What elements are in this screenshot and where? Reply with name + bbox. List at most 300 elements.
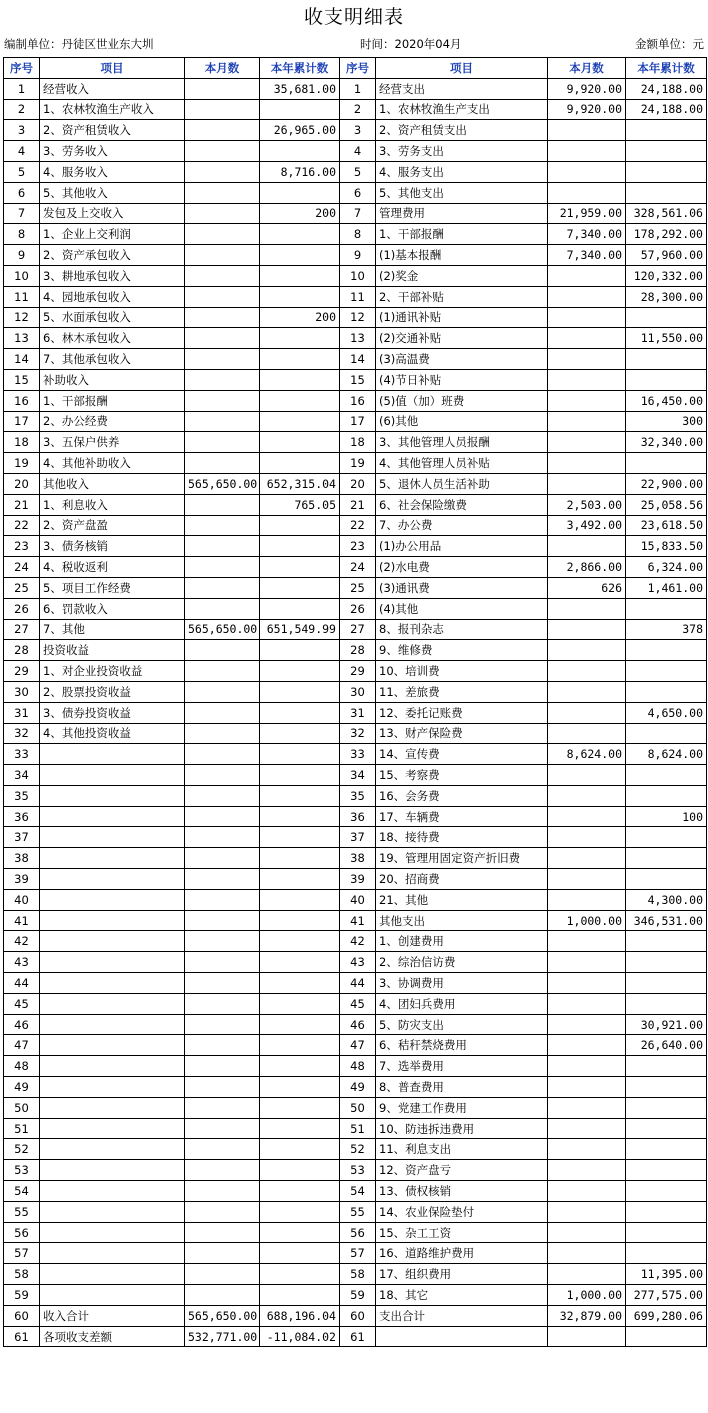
cell-right-item: 15、考察费 (376, 765, 548, 786)
cell-right-no: 15 (340, 369, 376, 390)
cell-left-month (185, 120, 260, 141)
cell-right-item: 其他支出 (376, 910, 548, 931)
cell-right-no: 51 (340, 1118, 376, 1139)
cell-left-month: 565,650.00 (185, 619, 260, 640)
cell-right-no: 23 (340, 536, 376, 557)
cell-left-month (185, 1181, 260, 1202)
cell-left-month (185, 806, 260, 827)
cell-left-no: 34 (4, 765, 40, 786)
cell-right-item: 18、其它 (376, 1285, 548, 1306)
cell-right-no: 53 (340, 1160, 376, 1181)
table-row (4, 1243, 707, 1264)
cell-left-no: 36 (4, 806, 40, 827)
cell-right-month (548, 328, 626, 349)
cell-right-ytd: 277,575.00 (626, 1285, 707, 1306)
cell-right-item: 6、社会保险缴费 (376, 494, 548, 515)
cell-right-item: (2)交通补贴 (376, 328, 548, 349)
cell-right-no: 3 (340, 120, 376, 141)
cell-right-month: 9,920.00 (548, 78, 626, 99)
cell-left-ytd (260, 1243, 340, 1264)
cell-right-no: 56 (340, 1222, 376, 1243)
table-row (4, 681, 707, 702)
cell-left-item (40, 1097, 185, 1118)
cell-left-item: 4、园地承包收入 (40, 286, 185, 307)
cell-right-ytd: 15,833.50 (626, 536, 707, 557)
table-row (4, 203, 707, 224)
cell-left-no: 37 (4, 827, 40, 848)
cell-right-ytd: 25,058.56 (626, 494, 707, 515)
cell-left-month (185, 848, 260, 869)
cell-right-month (548, 1160, 626, 1181)
cell-right-item: 4、团妇兵费用 (376, 993, 548, 1014)
cell-right-month (548, 390, 626, 411)
cell-right-item: 5、其他支出 (376, 182, 548, 203)
cell-right-ytd: 11,395.00 (626, 1264, 707, 1285)
cell-left-no: 8 (4, 224, 40, 245)
cell-left-item (40, 1243, 185, 1264)
cell-left-item (40, 910, 185, 931)
cell-left-no: 40 (4, 889, 40, 910)
cell-left-no: 31 (4, 702, 40, 723)
cell-left-no: 52 (4, 1139, 40, 1160)
cell-right-no: 10 (340, 265, 376, 286)
cell-right-ytd: 24,188.00 (626, 99, 707, 120)
cell-right-no: 40 (340, 889, 376, 910)
cell-right-ytd (626, 369, 707, 390)
cell-right-month (548, 286, 626, 307)
cell-right-ytd (626, 453, 707, 474)
cell-right-month (548, 785, 626, 806)
cell-left-month (185, 453, 260, 474)
cell-right-no: 58 (340, 1264, 376, 1285)
cell-left-item (40, 806, 185, 827)
table-row (4, 141, 707, 162)
cell-right-item: 4、其他管理人员补贴 (376, 453, 548, 474)
table-row (4, 349, 707, 370)
header-left-item: 项目 (40, 58, 185, 79)
cell-left-ytd (260, 1014, 340, 1035)
cell-left-ytd: 200 (260, 307, 340, 328)
cell-right-item: (4)节日补贴 (376, 369, 548, 390)
cell-left-month (185, 1139, 260, 1160)
cell-right-ytd: 11,550.00 (626, 328, 707, 349)
cell-right-month (548, 307, 626, 328)
cell-right-item: 8、普查费用 (376, 1077, 548, 1098)
cell-left-no: 14 (4, 349, 40, 370)
table-row (4, 161, 707, 182)
cell-left-item: 经营收入 (40, 78, 185, 99)
table-row (4, 328, 707, 349)
cell-left-item: 4、服务收入 (40, 161, 185, 182)
cell-right-item: 6、秸秆禁烧费用 (376, 1035, 548, 1056)
cell-left-no: 15 (4, 369, 40, 390)
cell-right-ytd (626, 1222, 707, 1243)
cell-right-month (548, 141, 626, 162)
cell-right-ytd: 26,640.00 (626, 1035, 707, 1056)
cell-left-item: 3、五保户供养 (40, 432, 185, 453)
cell-left-item: 1、企业上交利润 (40, 224, 185, 245)
table-row (4, 1326, 707, 1347)
header-right-no: 序号 (340, 58, 376, 79)
cell-right-ytd: 100 (626, 806, 707, 827)
cell-left-no: 33 (4, 744, 40, 765)
cell-right-item: 8、报刊杂志 (376, 619, 548, 640)
cell-right-no: 28 (340, 640, 376, 661)
table-row (4, 1222, 707, 1243)
table-row (4, 1077, 707, 1098)
cell-right-month (548, 1201, 626, 1222)
cell-left-ytd (260, 848, 340, 869)
cell-left-no: 29 (4, 661, 40, 682)
cell-right-item: (2)奖金 (376, 265, 548, 286)
cell-right-no: 5 (340, 161, 376, 182)
cell-right-item: 12、资产盘亏 (376, 1160, 548, 1181)
cell-left-no: 50 (4, 1097, 40, 1118)
cell-left-ytd (260, 1222, 340, 1243)
cell-left-no: 22 (4, 515, 40, 536)
cell-right-no: 61 (340, 1326, 376, 1347)
cell-right-no: 18 (340, 432, 376, 453)
cell-left-month (185, 1201, 260, 1222)
cell-right-no: 36 (340, 806, 376, 827)
cell-right-item: 2、综治信访费 (376, 952, 548, 973)
cell-right-no: 39 (340, 869, 376, 890)
cell-left-ytd (260, 99, 340, 120)
table-header-row (4, 58, 707, 79)
cell-right-ytd: 22,900.00 (626, 473, 707, 494)
cell-left-no: 51 (4, 1118, 40, 1139)
table-row (4, 265, 707, 286)
cell-left-item (40, 1181, 185, 1202)
cell-right-month (548, 265, 626, 286)
cell-right-ytd: 57,960.00 (626, 245, 707, 266)
table-row (4, 182, 707, 203)
cell-left-ytd (260, 1056, 340, 1077)
cell-right-ytd (626, 1160, 707, 1181)
cell-right-item: 16、道路维护费用 (376, 1243, 548, 1264)
cell-left-month (185, 557, 260, 578)
cell-right-month (548, 453, 626, 474)
cell-left-ytd: 688,196.04 (260, 1305, 340, 1326)
cell-left-no: 39 (4, 869, 40, 890)
cell-left-no: 30 (4, 681, 40, 702)
cell-left-no: 9 (4, 245, 40, 266)
cell-right-month: 8,624.00 (548, 744, 626, 765)
table-row (4, 1285, 707, 1306)
cell-right-no: 12 (340, 307, 376, 328)
cell-right-month (548, 889, 626, 910)
cell-left-item (40, 889, 185, 910)
cell-left-item: 7、其他承包收入 (40, 349, 185, 370)
cell-left-ytd (260, 536, 340, 557)
cell-right-no: 29 (340, 661, 376, 682)
cell-left-month (185, 765, 260, 786)
table-row (4, 577, 707, 598)
cell-right-no: 22 (340, 515, 376, 536)
cell-right-month: 2,866.00 (548, 557, 626, 578)
cell-right-item: (3)通讯费 (376, 577, 548, 598)
cell-left-month (185, 993, 260, 1014)
cell-left-ytd (260, 1181, 340, 1202)
cell-left-month (185, 869, 260, 890)
cell-left-month (185, 203, 260, 224)
table-row (4, 827, 707, 848)
cell-left-ytd (260, 889, 340, 910)
cell-left-month (185, 931, 260, 952)
cell-right-no: 33 (340, 744, 376, 765)
cell-left-ytd (260, 515, 340, 536)
cell-left-item: 3、耕地承包收入 (40, 265, 185, 286)
cell-left-item: 6、林木承包收入 (40, 328, 185, 349)
cell-right-ytd: 328,561.06 (626, 203, 707, 224)
cell-right-no: 30 (340, 681, 376, 702)
cell-right-no: 59 (340, 1285, 376, 1306)
cell-right-ytd: 30,921.00 (626, 1014, 707, 1035)
cell-right-ytd (626, 1201, 707, 1222)
cell-right-month (548, 723, 626, 744)
table-row (4, 432, 707, 453)
cell-left-item: 2、股票投资收益 (40, 681, 185, 702)
cell-left-ytd (260, 702, 340, 723)
cell-left-item: 5、水面承包收入 (40, 307, 185, 328)
cell-right-item: 7、选举费用 (376, 1056, 548, 1077)
cell-left-no: 43 (4, 952, 40, 973)
cell-left-month (185, 1056, 260, 1077)
cell-right-ytd (626, 161, 707, 182)
cell-left-no: 20 (4, 473, 40, 494)
cell-left-month (185, 577, 260, 598)
cell-right-no: 38 (340, 848, 376, 869)
table-row (4, 910, 707, 931)
cell-right-month (548, 411, 626, 432)
cell-right-month (548, 931, 626, 952)
income-expense-table (3, 57, 707, 1347)
cell-left-item (40, 848, 185, 869)
cell-left-no: 12 (4, 307, 40, 328)
cell-right-ytd: 178,292.00 (626, 224, 707, 245)
cell-left-month (185, 265, 260, 286)
table-row (4, 390, 707, 411)
cell-left-month (185, 1222, 260, 1243)
cell-left-item: 3、劳务收入 (40, 141, 185, 162)
cell-right-month (548, 349, 626, 370)
cell-right-item: 3、其他管理人员报酬 (376, 432, 548, 453)
cell-left-item (40, 744, 185, 765)
cell-left-item (40, 827, 185, 848)
cell-left-ytd: 8,716.00 (260, 161, 340, 182)
cell-right-ytd: 300 (626, 411, 707, 432)
cell-right-month: 7,340.00 (548, 245, 626, 266)
cell-left-no: 59 (4, 1285, 40, 1306)
cell-right-month (548, 1243, 626, 1264)
cell-left-no: 41 (4, 910, 40, 931)
cell-right-item: 12、委托记账费 (376, 702, 548, 723)
cell-right-no: 17 (340, 411, 376, 432)
cell-right-ytd (626, 640, 707, 661)
cell-right-no: 35 (340, 785, 376, 806)
cell-left-no: 45 (4, 993, 40, 1014)
table-row (4, 869, 707, 890)
cell-left-month (185, 785, 260, 806)
cell-left-month (185, 536, 260, 557)
cell-left-ytd (260, 640, 340, 661)
cell-left-ytd (260, 1139, 340, 1160)
cell-right-item: (4)其他 (376, 598, 548, 619)
cell-right-ytd: 16,450.00 (626, 390, 707, 411)
cell-right-no: 57 (340, 1243, 376, 1264)
cell-left-ytd: 200 (260, 203, 340, 224)
cell-left-ytd (260, 723, 340, 744)
cell-left-item (40, 993, 185, 1014)
cell-left-month (185, 952, 260, 973)
cell-left-item: 补助收入 (40, 369, 185, 390)
cell-left-item: 4、其他补助收入 (40, 453, 185, 474)
cell-left-month (185, 328, 260, 349)
cell-left-no: 2 (4, 99, 40, 120)
cell-right-month: 32,879.00 (548, 1305, 626, 1326)
cell-left-item: 1、农林牧渔生产收入 (40, 99, 185, 120)
cell-left-ytd (260, 286, 340, 307)
cell-left-item: 7、其他 (40, 619, 185, 640)
cell-left-ytd (260, 973, 340, 994)
cell-left-ytd: 35,681.00 (260, 78, 340, 99)
cell-right-no: 44 (340, 973, 376, 994)
cell-left-ytd (260, 453, 340, 474)
cell-right-ytd (626, 182, 707, 203)
table-row (4, 536, 707, 557)
cell-left-no: 55 (4, 1201, 40, 1222)
cell-right-no: 41 (340, 910, 376, 931)
cell-right-month (548, 1181, 626, 1202)
cell-left-month (185, 973, 260, 994)
table-row (4, 120, 707, 141)
cell-right-item: 10、防违拆违费用 (376, 1118, 548, 1139)
header-left-no: 序号 (4, 58, 40, 79)
cell-left-no: 17 (4, 411, 40, 432)
cell-right-ytd (626, 349, 707, 370)
cell-left-no: 46 (4, 1014, 40, 1035)
cell-left-month: 565,650.00 (185, 1305, 260, 1326)
cell-right-item: 管理费用 (376, 203, 548, 224)
cell-right-ytd (626, 848, 707, 869)
cell-right-item: 2、资产租赁支出 (376, 120, 548, 141)
table-row (4, 1139, 707, 1160)
cell-left-item (40, 869, 185, 890)
table-row (4, 494, 707, 515)
table-body (4, 78, 707, 1347)
table-row (4, 765, 707, 786)
cell-left-no: 48 (4, 1056, 40, 1077)
cell-right-ytd: 1,461.00 (626, 577, 707, 598)
cell-left-ytd (260, 1035, 340, 1056)
cell-right-month (548, 661, 626, 682)
table-row (4, 640, 707, 661)
cell-left-item: 4、税收返利 (40, 557, 185, 578)
cell-right-item: 1、创建费用 (376, 931, 548, 952)
cell-right-month: 2,503.00 (548, 494, 626, 515)
table-row (4, 411, 707, 432)
cell-right-no: 4 (340, 141, 376, 162)
table-row (4, 1305, 707, 1326)
table-row (4, 78, 707, 99)
cell-left-month (185, 141, 260, 162)
cell-left-ytd (260, 661, 340, 682)
table-row (4, 307, 707, 328)
table-row (4, 744, 707, 765)
cell-left-month (185, 494, 260, 515)
table-row (4, 286, 707, 307)
cell-left-month (185, 432, 260, 453)
cell-right-item: 4、服务支出 (376, 161, 548, 182)
cell-left-item (40, 785, 185, 806)
cell-right-item: 21、其他 (376, 889, 548, 910)
cell-right-item: 7、办公费 (376, 515, 548, 536)
cell-right-ytd (626, 723, 707, 744)
cell-right-month (548, 432, 626, 453)
table-row (4, 1056, 707, 1077)
cell-right-month: 626 (548, 577, 626, 598)
cell-right-item: 14、宣传费 (376, 744, 548, 765)
cell-left-item: 6、罚款收入 (40, 598, 185, 619)
table-row (4, 1118, 707, 1139)
cell-right-item: 经营支出 (376, 78, 548, 99)
cell-left-item (40, 1285, 185, 1306)
cell-left-no: 27 (4, 619, 40, 640)
cell-left-item (40, 1201, 185, 1222)
cell-right-no: 55 (340, 1201, 376, 1222)
cell-right-ytd (626, 827, 707, 848)
cell-left-month (185, 1160, 260, 1181)
cell-left-month (185, 744, 260, 765)
cell-right-month (548, 765, 626, 786)
cell-right-item: 13、债权核销 (376, 1181, 548, 1202)
cell-right-no: 34 (340, 765, 376, 786)
cell-left-no: 11 (4, 286, 40, 307)
header-left-month: 本月数 (185, 58, 260, 79)
cell-left-no: 32 (4, 723, 40, 744)
cell-left-item: 2、资产租赁收入 (40, 120, 185, 141)
cell-left-item: 1、对企业投资收益 (40, 661, 185, 682)
cell-left-month (185, 245, 260, 266)
cell-left-ytd (260, 681, 340, 702)
cell-left-item: 4、其他投资收益 (40, 723, 185, 744)
cell-left-ytd (260, 557, 340, 578)
cell-right-month (548, 1077, 626, 1098)
cell-right-item: 1、农林牧渔生产支出 (376, 99, 548, 120)
cell-right-no: 24 (340, 557, 376, 578)
table-row (4, 369, 707, 390)
cell-left-no: 24 (4, 557, 40, 578)
cell-left-ytd (260, 328, 340, 349)
cell-left-month (185, 1285, 260, 1306)
cell-right-item: 17、组织费用 (376, 1264, 548, 1285)
table-row (4, 1160, 707, 1181)
cell-right-ytd: 28,300.00 (626, 286, 707, 307)
cell-right-month (548, 536, 626, 557)
table-row (4, 1097, 707, 1118)
cell-left-month (185, 515, 260, 536)
cell-left-month (185, 910, 260, 931)
cell-left-ytd (260, 1118, 340, 1139)
cell-right-ytd: 23,618.50 (626, 515, 707, 536)
cell-right-item: 11、利息支出 (376, 1139, 548, 1160)
cell-right-item: 10、培训费 (376, 661, 548, 682)
cell-left-item (40, 931, 185, 952)
cell-left-item: 1、干部报酬 (40, 390, 185, 411)
cell-left-no: 53 (4, 1160, 40, 1181)
cell-right-month (548, 161, 626, 182)
table-row (4, 224, 707, 245)
